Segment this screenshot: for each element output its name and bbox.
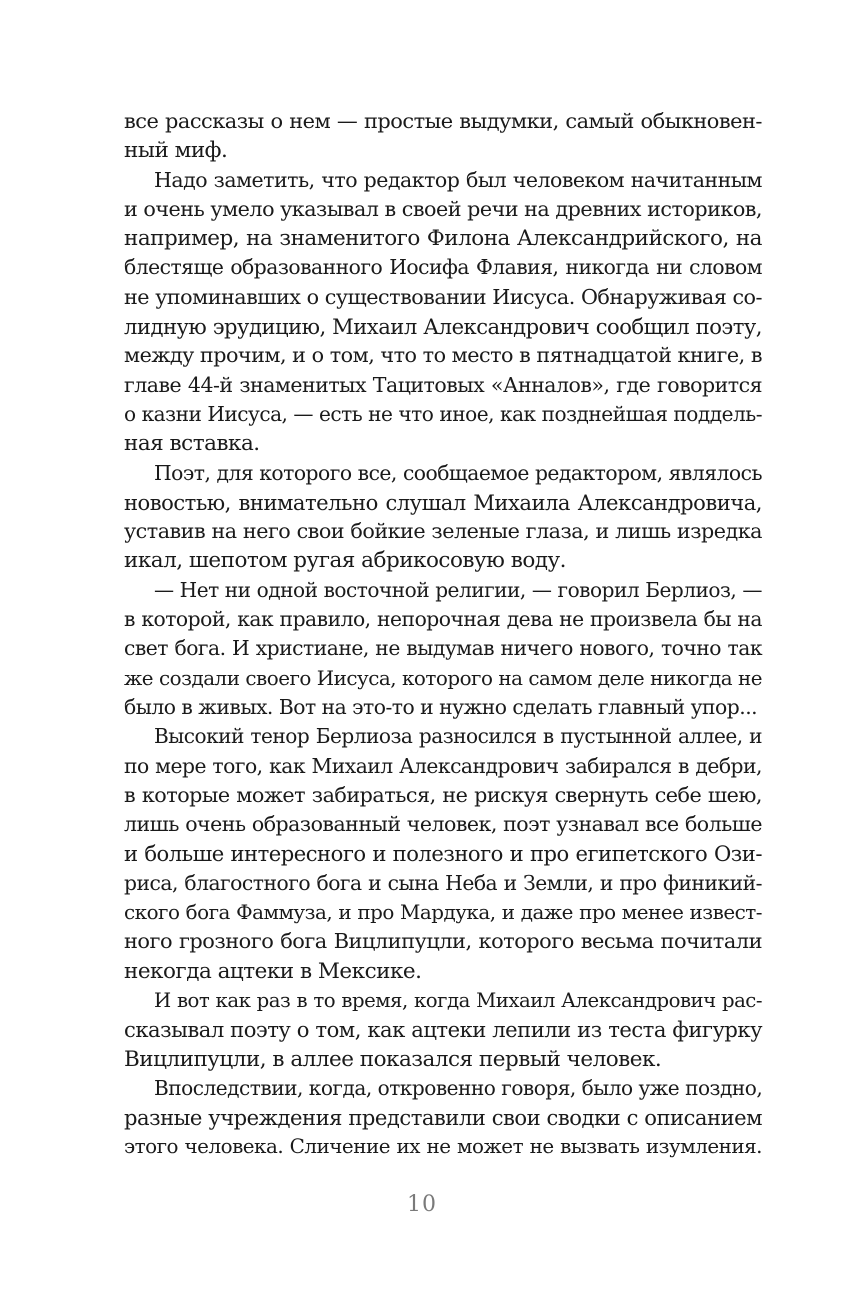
text-line: Поэт, для которого все, сообщаемое редактором, являлось <box>154 460 762 485</box>
text-line: уставив на него свои бойкие зеленые глаза, и лишь изредка <box>124 519 762 544</box>
text-line: разные учреждения представили свои сводки с описанием <box>124 1105 762 1131</box>
text-line: ного грозного бога Вицлипуцли, которого весьма почитали <box>124 929 762 954</box>
text-line: и больше интересного и полезного и про египетского Ози- <box>124 841 762 867</box>
text-line: же создали своего Иисуса, которого на самом деле никогда не <box>124 666 762 690</box>
text-line: главе 44-й знаменитых Тацитовых «Анналов», где говорится <box>124 372 762 397</box>
text-line: сказывал поэту о том, как ацтеки лепили из теста фигурку <box>124 1017 762 1043</box>
text-line: блестяще образованного Иосифа Флавия, никогда ни словом <box>124 255 762 280</box>
text-line: Высокий тенор Берлиоза разносился в пустынной аллее, и <box>154 724 762 749</box>
text-line: не упоминавших о существовании Иисуса. Обнаруживая со- <box>124 284 762 309</box>
text-line: Впоследствии, когда, откровенно говоря, было уже поздно, <box>154 1075 763 1100</box>
text-line: по мере того, как Михаил Александрович забирался в дебри, <box>124 753 762 778</box>
text-line: икал, шепотом ругая абрикосовую воду. <box>124 548 566 574</box>
text-line: некогда ацтеки в Мексике. <box>124 958 422 984</box>
text-line: в которой, как правило, непорочная дева не произвела бы на <box>124 607 762 632</box>
text-line: было в живых. Вот на это-то и нужно сделать главный упор... <box>124 694 758 719</box>
text-line: ная вставка. <box>124 431 260 457</box>
text-line: Вицлипуцли, в аллее показался первый человек. <box>124 1046 662 1072</box>
text-line: этого человека. Сличение их не может не вызвать изумления. <box>124 1135 762 1159</box>
text-line: о казни Иисуса, — есть не что иное, как позднейшая поддель- <box>124 401 762 426</box>
text-line: в которые может забираться, не рискуя свернуть себе шею, <box>124 782 762 807</box>
text-line: — Нет ни одной восточной религии, — говорил Берлиоз, — <box>154 577 762 602</box>
text-line: И вот как раз в то время, когда Михаил Александрович рас- <box>154 988 762 1012</box>
text-line: Надо заметить, что редактор был человеком начитанным <box>154 167 762 192</box>
text-line: и очень умело указывал в своей речи на древних историков, <box>124 196 762 221</box>
text-line: ный миф. <box>124 138 228 164</box>
text-line: лишь очень образованный человек, поэт узнавал все больше <box>124 812 762 837</box>
text-line: риса, благостного бога и сына Неба и Земли, и про финикий- <box>124 870 762 895</box>
text-line: между прочим, и о том, что то место в пятнадцатой книге, в <box>124 343 762 368</box>
body-text <box>124 107 762 1162</box>
text-line: ского бога Фаммуза, и про Мардука, и даже про менее извест- <box>124 901 762 925</box>
text-line: новостью, внимательно слушал Михаила Александровича, <box>124 489 762 515</box>
text-line: все рассказы о нем — простые выдумки, самый обыкновен- <box>124 109 762 133</box>
text-line: свет бога. И христиане, не выдумав ничего нового, точно так <box>124 636 762 661</box>
text-line: лидную эрудицию, Михаил Александрович сообщил поэту, <box>124 314 762 340</box>
text-line: например, на знаменитого Филона Александрийского, на <box>124 226 762 252</box>
page-number: 10 <box>407 1192 437 1217</box>
